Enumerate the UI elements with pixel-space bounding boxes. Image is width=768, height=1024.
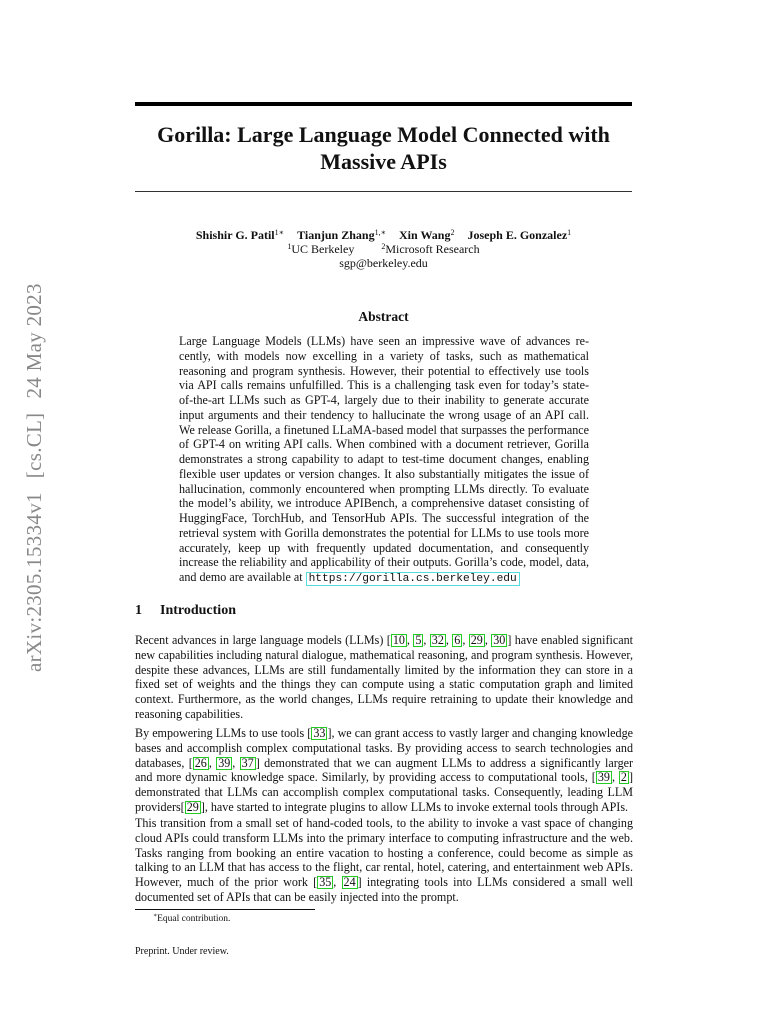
paragraph-text: ] demonstrated that LLMs can accomplish complex computational tasks. Consequently, leading LLM providers[ bbox=[135, 770, 633, 814]
preprint-notice: Preprint. Under review. bbox=[135, 946, 229, 957]
arxiv-date: 24 May 2023 bbox=[22, 283, 46, 399]
author-block bbox=[135, 228, 632, 270]
paragraph-text: ], have started to integrate plugins to allow LLMs to invoke external tools through APIs. bbox=[200, 799, 629, 814]
affiliations bbox=[135, 242, 632, 256]
citation-link[interactable]: 37 bbox=[241, 755, 254, 770]
footnote-text: Equal contribution. bbox=[157, 914, 231, 924]
citation-link[interactable]: 30 bbox=[493, 633, 506, 647]
author-name: Joseph E. Gonzalez bbox=[467, 228, 568, 242]
title-top-rule bbox=[135, 102, 632, 106]
author-name: Tianjun Zhang bbox=[297, 228, 375, 242]
footnote bbox=[153, 912, 230, 924]
abstract-text: Large Language Models (LLMs) have seen an impressive wave of advances recently, with models now excelling in a variety of tasks, such as mathematical reasoning and program synthesis. However, their potential to effectively use tools via API calls remains unfulfilled. This is a challenging task even for today’s state-of-the-art LLMs such as GPT-4, largely due to their inability to generate accurate input arguments and their tendency to hallucinate the wrong usage of an API call. We release Gorilla, a finetuned LLaMA-based model that surpasses the performance of GPT-4 on writing API calls. When combined with a document retriever, Gorilla demonstrates a strong capability to adapt to test-time document changes, enabling flexible user updates or version changes. It also substantially mitigates the issue of hallucination, commonly encountered when prompting LLMs directly. To evaluate the model’s ability, we introduce APIBench, a comprehensive dataset consisting of HuggingFace, TorchHub, and TensorHub APIs. The successful integration of the retrieval system with Gorilla demonstrates the potential for LLMs to use tools more accurately, keep up with frequently updated documentation, and consequently increase the reliability and applicability of their outputs. Gorilla’s code, model, data, and demo are available at bbox=[179, 334, 589, 584]
title-line-1: Gorilla: Large Language Model Connected with bbox=[157, 122, 610, 147]
author-sup: 2 bbox=[450, 228, 455, 237]
affiliation-sup: 1 bbox=[287, 242, 292, 251]
arxiv-stamp bbox=[22, 269, 47, 672]
arxiv-category: [cs.CL] bbox=[22, 412, 46, 479]
affiliation-name: Microsoft Research bbox=[385, 242, 480, 256]
affiliation-sup: 2 bbox=[381, 242, 386, 251]
intro-paragraph-2: By empowering LLMs to use tools [ 33 ], we can grant access to vastly larger and changing knowledge bases and accomplish complex computational tasks. By providing access to search technologies and databases, [ 26 , 39 , 37 ] demonstrated that we can augment LLMs to address a significantly larger and more dynamic knowledge space. Similarly, by providing access to computational tools, [ 39 , 2 ] demonstrated that LLMs can accomplish complex computational tasks. Consequently, leading LLM providers[ 29 ], have started to integrate plugins to allow LLMs to invoke external tools through APIs. bbox=[135, 726, 634, 814]
author-sup: 1,∗ bbox=[374, 228, 387, 237]
intro-paragraph-3: This transition from a small set of hand-coded tools, to the ability to invoke a vast space of changing cloud APIs could transform LLMs into the primary interface to computing infrastructure and the web. Tasks ranging from booking an entire vacation to hosting a conference, could become as simple as talking to an LLM that has access to the flight, car rental, hotel, catering, and entertainment web APIs. However, much of the prior work [ 35 , 24 ] integrating tools into LLMs considered a small well documented set of APIs that can be easily injected into the prompt. bbox=[135, 816, 633, 904]
author-sup: 1∗ bbox=[274, 228, 285, 237]
affiliation-name: UC Berkeley bbox=[291, 242, 355, 256]
arxiv-id: arXiv:2305.15334v1 bbox=[22, 492, 46, 672]
citation-link[interactable]: 2 bbox=[620, 770, 627, 785]
citation-link[interactable]: 32 bbox=[431, 633, 444, 647]
paragraph-text: ] have enabled significant new capabilities including natural dialogue, mathematical reasoning, and program synthesis. However, despite these advances, LLMs are still fundamentally limited by the information they can store in a fixed set of weights and the things they can compute using a static computation graph and limited context. Furthermore, as the world changes, LLMs require retraining to update their knowledge and reasoning capabilities. bbox=[135, 633, 633, 721]
citation-link[interactable]: 26 bbox=[194, 755, 207, 770]
author-name: Shishir G. Patil bbox=[195, 228, 275, 242]
citation-link[interactable]: 5 bbox=[415, 633, 422, 647]
intro-paragraph-1: Recent advances in large language models (LLMs) [ 10 , 5 , 32 , 6 , 29 , 30 ] have enabled significant new capabilities including natural dialogue, mathematical reasoning, and program synthesis. However, despite these advances, LLMs are still fundamentally limited by the information they can store in a fixed set of weights and the things they can compute using a static computation graph and limited context. Furthermore, as the world changes, LLMs require retraining to update their knowledge and reasoning capabilities. bbox=[135, 633, 633, 721]
author bbox=[196, 228, 284, 242]
citation-link[interactable]: 24 bbox=[343, 875, 356, 889]
author bbox=[399, 228, 454, 242]
paragraph-text: By empowering LLMs to use tools [ bbox=[135, 726, 312, 740]
title-bottom-rule bbox=[135, 191, 632, 192]
footnote-mark: ∗ bbox=[153, 913, 158, 919]
section-heading-introduction bbox=[135, 603, 236, 619]
affiliation bbox=[381, 242, 479, 256]
citation-link[interactable]: 33 bbox=[313, 726, 326, 740]
author-names bbox=[135, 228, 632, 242]
abstract-body bbox=[179, 334, 589, 587]
citation-link[interactable]: 29 bbox=[470, 633, 483, 647]
paragraph-text: ], we can grant access to vastly larger and changing knowledge bases and accomplish complex computational tasks. By providing access to search technologies and databases, [ bbox=[135, 726, 634, 770]
abstract-heading: Abstract bbox=[358, 309, 409, 324]
paper-title bbox=[135, 121, 632, 175]
section-number: 1 bbox=[135, 603, 142, 618]
paragraph-text: Recent advances in large language models (LLMs) [ bbox=[135, 633, 391, 647]
citation-link[interactable]: 39 bbox=[597, 770, 610, 785]
section-title: Introduction bbox=[160, 603, 236, 618]
author-sup: 1 bbox=[567, 228, 572, 237]
citation-link[interactable]: 39 bbox=[218, 755, 231, 770]
author-name: Xin Wang bbox=[399, 228, 451, 242]
paragraph-text: ] integrating tools into LLMs considered a small well documented set of APIs that can be easily injected into the prompt. bbox=[135, 875, 633, 904]
citation-link[interactable]: 29 bbox=[186, 799, 199, 814]
citation-link[interactable]: 6 bbox=[454, 633, 461, 647]
paragraph-text: ] demonstrated that we can augment LLMs to address a significantly larger and more dynamic knowledge space. Similarly, by providing access to computational tools, [ bbox=[135, 755, 634, 785]
paragraph-text: This transition from a small set of hand-coded tools, to the ability to invoke a vast space of changing cloud APIs could transform LLMs into the primary interface to computing infrastructure and the web. Tasks ranging from booking an entire vacation to hosting a conference, could become as simple as talking to an LLM that has access to the flight, car rental, hotel, catering, and entertainment web APIs. However, much of the prior work [ bbox=[135, 816, 633, 889]
author-email: sgp@berkeley.edu bbox=[339, 256, 428, 270]
citation-link[interactable]: 10 bbox=[392, 633, 405, 647]
project-url-link[interactable]: https://gorilla.cs.berkeley.edu bbox=[306, 572, 520, 586]
title-line-2: Massive APIs bbox=[320, 149, 447, 174]
affiliation bbox=[287, 242, 354, 256]
citation-link[interactable]: 35 bbox=[319, 875, 332, 889]
footnote-rule bbox=[135, 909, 315, 910]
author bbox=[467, 228, 571, 242]
author bbox=[297, 228, 386, 242]
